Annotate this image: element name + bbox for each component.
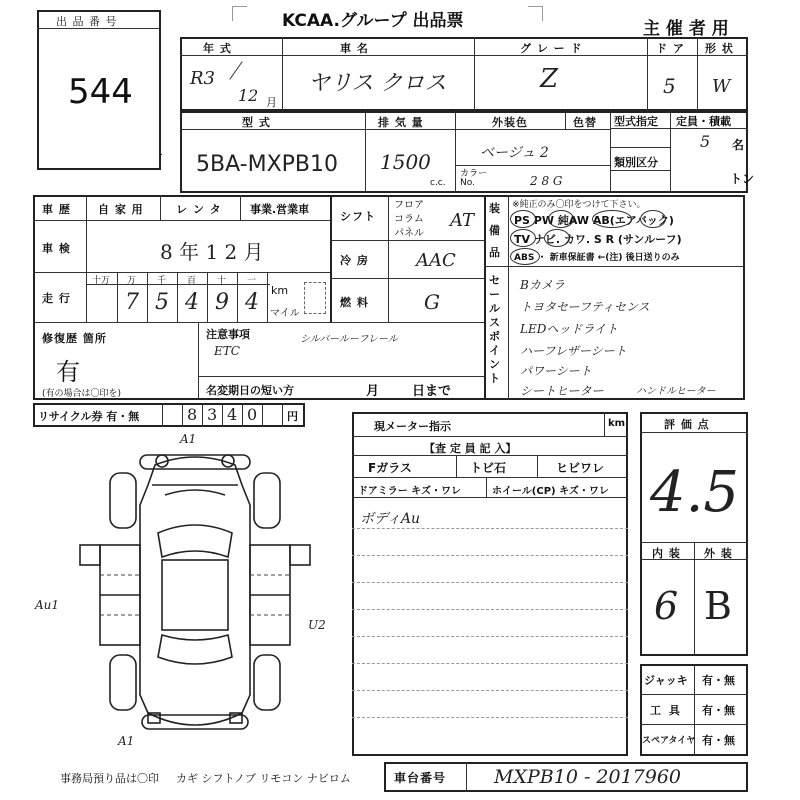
pw-circle (548, 210, 574, 228)
keys-note: 事務局預り品は〇印 (60, 772, 159, 785)
door-value: 5 (663, 74, 676, 98)
color-number-label: カラー No. (460, 169, 488, 188)
history-business: 事業.営業車 (250, 203, 310, 216)
displacement-value: 1500 (380, 150, 431, 174)
history-label: 車 歴 (42, 203, 71, 216)
keys-list: カギ シフトノブ リモコン ナビロム (176, 772, 351, 785)
inspector-heading: 【査 定 員 記 入】 (424, 442, 517, 455)
meter-km-unit: km (608, 418, 626, 429)
glass-label: Fガラス (368, 461, 412, 475)
sales-point-label-2: ー (489, 288, 501, 301)
exterior-color-value: ベージュ 2 (480, 145, 549, 161)
ton-unit: トン (730, 172, 755, 186)
color-change-label: 色替 (573, 116, 597, 129)
organizer-label: 主 催 者 用 (643, 19, 729, 39)
chassis-label: 車台番号 (394, 771, 447, 785)
inspection-label: 車 検 (42, 242, 71, 255)
chassis-value: MXPB10 - 2017960 (494, 766, 682, 788)
rename-month-unit: 月 (366, 384, 381, 399)
diagram-label-top: A1 (180, 432, 197, 446)
model-label: 型 式 (242, 116, 271, 129)
ac-value: AAC (416, 250, 456, 271)
mileage-header-100k: 十万 (92, 276, 111, 286)
mileage-header-100: 百 (187, 276, 197, 286)
mileage-header-10k: 万 (127, 276, 137, 286)
sales-point-label-7: ン (489, 358, 501, 371)
tools-yes-no: 有・無 (702, 704, 735, 717)
equipment-label-3: 品 (489, 246, 501, 259)
sales-point-label-3: ル (489, 302, 501, 315)
grade-label: グ レ ー ド (520, 42, 583, 55)
lot-number-label: 出 品 番 号 (56, 15, 118, 28)
type-designation-label: 型式指定 (614, 115, 658, 128)
model-value: 5BA-MXPB10 (196, 152, 339, 177)
month-value: 12 (238, 86, 259, 105)
exterior-value: B (704, 584, 732, 628)
score-value: 4.5 (650, 460, 740, 525)
month-unit: 月 (266, 96, 277, 109)
repair-label: 修復歴 箇所 (42, 332, 107, 345)
mirror-label: ドアミラー キズ・ワレ (358, 486, 461, 497)
equipment-note: ※純正のみ〇印をつけて下さい。 (512, 200, 646, 210)
spare-yes-no: 有・無 (702, 734, 735, 747)
fuel-label: 燃 料 (340, 296, 369, 309)
history-rental: レ ン タ (176, 203, 222, 216)
grade-value: Z (540, 64, 559, 94)
jack-yes-no: 有・無 (702, 674, 735, 687)
inspector-remark: ボディAu (360, 511, 421, 527)
sales-point-4: ハーフレザーシート (520, 344, 627, 358)
capacity-unit: 名 (732, 138, 745, 152)
sales-point-3: LEDヘッドライト (520, 322, 618, 336)
equipment-line-3: ABS ・ 新車保証書 ←(注) 後日送りのみ (514, 253, 680, 263)
jack-label: ジャッキ (644, 674, 688, 687)
recycle-digit-1: 8 (187, 405, 198, 424)
tv-circle (510, 229, 536, 247)
notes-line-2: ETC (214, 344, 240, 358)
equipment-label-2: 備 (489, 224, 501, 237)
year-label: 年 式 (203, 42, 232, 55)
sales-point-1: Bカメラ (520, 278, 565, 292)
fuel-value: G (424, 290, 440, 314)
mileage-mile-label: マイル (270, 308, 300, 319)
recycle-label: リサイクル券 有・無 (38, 410, 140, 423)
recycle-digit-3: 4 (227, 405, 238, 424)
abs-circle (510, 248, 540, 265)
ps-circle (510, 210, 536, 228)
recycle-digit-2: 3 (207, 405, 218, 424)
exterior-color-label: 外装色 (492, 116, 528, 129)
displacement-label: 排 気 量 (378, 116, 424, 129)
sales-point-label-8: ト (489, 372, 501, 385)
shift-label: シフト (340, 210, 376, 223)
repair-value: 有 (56, 358, 80, 386)
mileage-digit-1k: 5 (155, 290, 169, 315)
mileage-digit-10k: 7 (125, 290, 139, 315)
interior-value: 6 (654, 584, 679, 628)
sales-point-label-4: ス (489, 316, 501, 329)
interior-label: 内 装 (652, 547, 681, 560)
inspection-value: 8 年 1 2 月 (160, 240, 264, 264)
mileage-header-10: 十 (217, 276, 227, 286)
wheel-label: ホイール(CP) キズ・ワレ (492, 486, 609, 497)
door-label: ド ア (656, 42, 685, 55)
shape-value: W (712, 76, 731, 97)
mileage-mile-checkbox (304, 282, 326, 314)
sales-point-label-1: セ (489, 274, 501, 287)
sales-point-extra: ハンドルヒーター (636, 386, 716, 397)
sales-point-2: トヨタセーフティセンス (520, 300, 650, 314)
sales-point-6: シートヒーター (520, 384, 604, 398)
shift-option-column: コラム (394, 214, 424, 225)
recycle-digit-4: 0 (247, 405, 258, 424)
history-private: 自 家 用 (98, 203, 144, 216)
diagram-label-left: Au1 (35, 598, 60, 612)
shift-option-floor: フロア (394, 200, 424, 211)
spare-label: スペアタイヤ (642, 736, 696, 746)
group-title: KCAA.グループ 出品票 (282, 11, 464, 31)
repair-note: (有の場合は〇印を) (42, 389, 122, 399)
equipment-line-1: PS PW 純AW AB(エアバック) (514, 214, 674, 227)
meter-label: 現メーター指示 (374, 420, 451, 433)
chip-label: トビ石 (470, 461, 507, 475)
mileage-digit-1: 4 (245, 290, 259, 315)
mileage-label: 走 行 (42, 292, 71, 305)
shift-option-panel: パネル (394, 228, 424, 239)
aw-circle (592, 210, 632, 228)
mileage-digit-100: 4 (185, 290, 199, 315)
mileage-km-label: km (271, 284, 289, 297)
ab-circle (640, 210, 666, 228)
category-label: 類別区分 (614, 156, 658, 169)
capacity-value: 5 (700, 132, 711, 151)
rename-label: 名変期日の短い方 (206, 384, 294, 397)
capacity-label: 定員・積載 (676, 115, 731, 128)
notes-line-1: シルバールーフレール (300, 334, 398, 345)
shape-label: 形 状 (705, 42, 734, 55)
diagram-label-bottom: A1 (118, 734, 135, 748)
notes-label: 注意事項 (206, 328, 250, 341)
equipment-line-2: TV ナビ. カワ. S R (サンルーフ) (514, 233, 682, 246)
car-name-value: ヤリス クロス (308, 71, 447, 96)
navi-circle (544, 229, 570, 247)
score-label: 評 価 点 (664, 418, 710, 431)
exterior-label: 外 装 (704, 547, 733, 560)
color-number-value: 2 8 G (530, 174, 563, 188)
crack-label: ヒビワレ (556, 461, 605, 475)
lot-number-value: 544 (68, 72, 133, 112)
mileage-header-1: 一 (247, 276, 257, 286)
ac-label: 冷 房 (340, 254, 369, 267)
car-damage-diagram (70, 445, 320, 745)
year-value: R3 (190, 68, 216, 89)
tools-label: 工 具 (650, 704, 682, 717)
car-name-label: 車 名 (340, 42, 369, 55)
diagram-label-right: U2 (308, 618, 326, 632)
recycle-yen-unit: 円 (287, 410, 299, 423)
equipment-label-1: 装 (489, 202, 501, 215)
mileage-header-1k: 千 (157, 276, 167, 286)
sales-point-5: パワーシート (520, 364, 592, 378)
mileage-digit-10: 9 (215, 290, 229, 315)
sales-point-label-6: イ (489, 344, 501, 357)
sales-point-label-5: ポ (489, 330, 501, 343)
shift-value: AT (450, 210, 475, 231)
cc-unit: c.c. (430, 178, 446, 188)
rename-day-unit: 日まで (412, 384, 452, 399)
